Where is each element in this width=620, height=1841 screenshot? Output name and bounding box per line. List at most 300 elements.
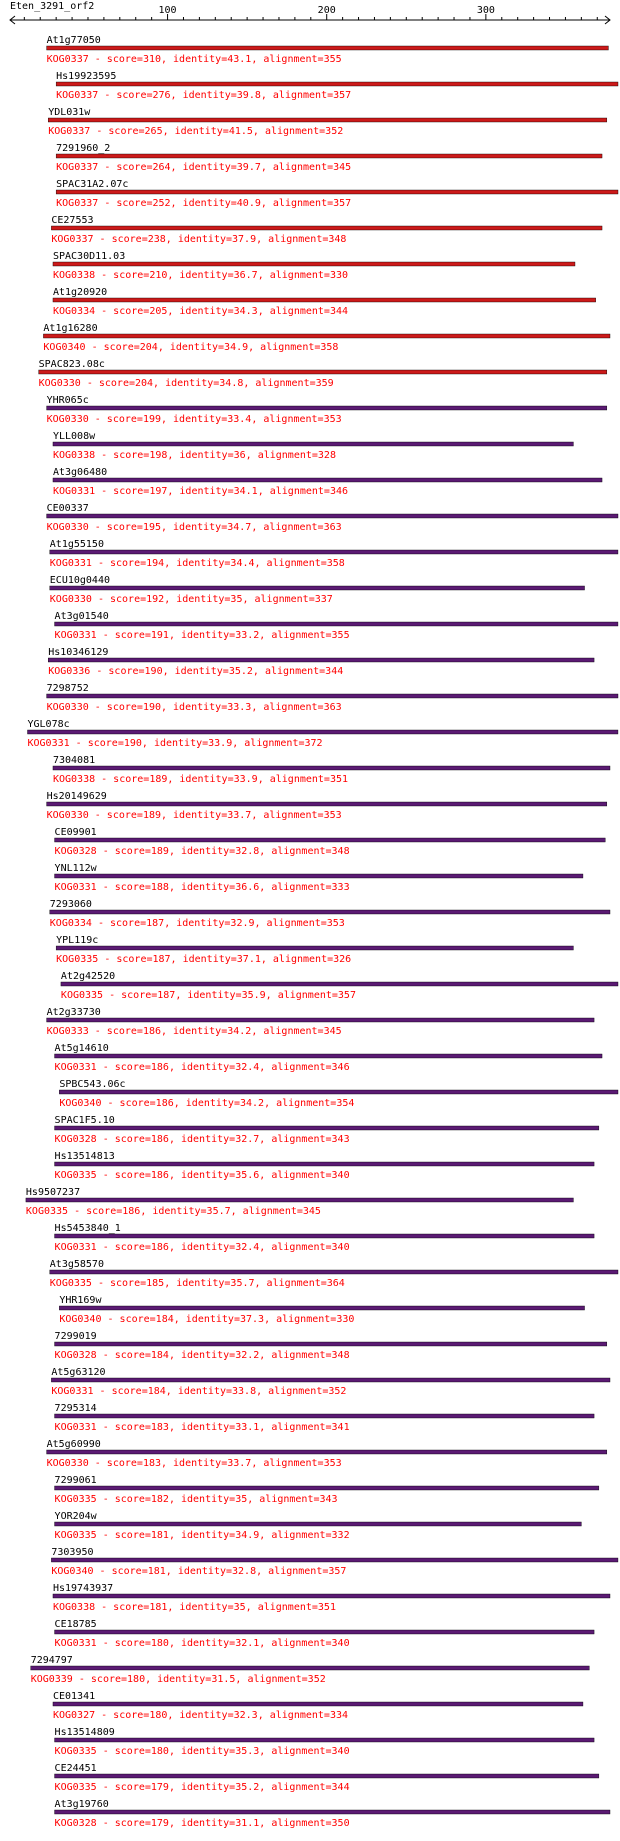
hit-score: 189 xyxy=(142,810,162,821)
hit-info-separator: - score= xyxy=(88,1458,143,1469)
hit-bar xyxy=(26,1198,573,1202)
hit-bar xyxy=(55,1414,595,1418)
hit-info xyxy=(53,306,348,317)
hit-bar xyxy=(47,1450,607,1454)
hit-info-separator: - score= xyxy=(88,1026,143,1037)
hit-alignment: 350 xyxy=(331,1818,350,1829)
hit-kog: KOG0330 xyxy=(46,1458,89,1469)
hit-info-separator: , alignment= xyxy=(257,1710,330,1721)
hit-identity: 33.2 xyxy=(235,630,260,641)
hit-info-separator: - score= xyxy=(91,1278,147,1289)
hit-score: 188 xyxy=(150,882,169,893)
hit-name: ECU10g0440 xyxy=(49,575,111,586)
hit-info-separator: - score= xyxy=(85,342,140,353)
hit-row xyxy=(56,935,573,965)
hit-info-separator: , identity= xyxy=(168,630,236,641)
hit-bar xyxy=(50,1270,618,1274)
hit-info xyxy=(53,1710,348,1721)
hit-info-separator: - score= xyxy=(96,1494,151,1505)
hit-info xyxy=(28,738,323,749)
hit-bar xyxy=(55,1522,582,1526)
hit-score: 264 xyxy=(152,162,171,173)
hit-identity: 35.6 xyxy=(235,1170,260,1181)
hit-info-separator: , alignment= xyxy=(251,810,324,821)
hit-info-separator: , alignment= xyxy=(259,882,332,893)
hit-info xyxy=(55,1242,350,1253)
hit-kog: KOG0340 xyxy=(59,1314,102,1325)
hit-bar xyxy=(50,550,618,554)
hit-identity: 35.9 xyxy=(241,990,266,1001)
hit-identity: 40.9 xyxy=(236,198,261,209)
hit-name: YHR169w xyxy=(59,1295,102,1306)
hit-alignment: 343 xyxy=(331,1134,350,1145)
hit-info-separator: - score= xyxy=(95,306,150,317)
hit-score: 180 xyxy=(149,1710,168,1721)
hit-kog: KOG0334 xyxy=(52,306,96,317)
axis-tick-label: 200 xyxy=(317,5,336,16)
hit-info-separator: , identity= xyxy=(161,810,228,821)
hit-info-separator: , identity= xyxy=(167,270,234,281)
hit-info-separator: - score= xyxy=(98,90,153,101)
hit-info-separator: , alignment= xyxy=(260,90,334,101)
hit-info-separator: , identity= xyxy=(164,594,231,605)
hit-score: 189 xyxy=(150,846,169,857)
hit-score: 187 xyxy=(157,990,176,1001)
hit-row xyxy=(56,179,618,209)
hit-info xyxy=(51,234,346,245)
hit-name: Hs19923595 xyxy=(56,71,117,82)
hit-info-separator: , alignment= xyxy=(259,1134,332,1145)
hit-identity: 35.3 xyxy=(235,1746,260,1757)
hit-info-separator: , identity= xyxy=(170,198,237,209)
hit-info-separator: , identity= xyxy=(165,234,233,245)
hit-kog: KOG0331 xyxy=(27,738,70,749)
hit-kog: KOG0335 xyxy=(54,1746,97,1757)
hit-info xyxy=(53,774,348,785)
hit-kog: KOG0338 xyxy=(52,450,96,461)
hit-row xyxy=(50,1259,618,1289)
hit-bar xyxy=(59,1090,618,1094)
hit-kog: KOG0330 xyxy=(46,702,89,713)
hit-kog: KOG0331 xyxy=(52,486,96,497)
hit-info xyxy=(50,918,345,929)
hit-name: 7299061 xyxy=(54,1475,97,1486)
hit-alignment: 348 xyxy=(331,846,350,857)
hit-kog: KOG0328 xyxy=(54,846,97,857)
hit-bar xyxy=(47,1018,594,1022)
hit-info-separator: - score= xyxy=(101,1314,156,1325)
hit-row xyxy=(50,575,585,605)
hit-info-separator: - score= xyxy=(95,774,150,785)
hit-info-separator: - score= xyxy=(69,738,124,749)
hit-bar xyxy=(56,82,618,86)
hit-info-separator: , identity= xyxy=(161,1026,228,1037)
hit-alignment: 354 xyxy=(336,1098,355,1109)
hit-alignment: 326 xyxy=(333,954,352,965)
hit-bar xyxy=(55,1162,595,1166)
hit-score: 180 xyxy=(150,1746,169,1757)
hit-identity: 33.9 xyxy=(208,738,233,749)
hit-alignment: 334 xyxy=(329,1710,349,1721)
hit-bar xyxy=(59,1306,584,1310)
hit-kog: KOG0330 xyxy=(46,414,89,425)
hit-list xyxy=(26,35,618,1829)
hit-info-separator: , alignment= xyxy=(257,486,330,497)
hit-info xyxy=(53,486,348,497)
hit-alignment: 348 xyxy=(328,234,347,245)
hit-alignment: 348 xyxy=(331,1350,350,1361)
hit-info-separator: - score= xyxy=(90,666,145,677)
hit-info-separator: - score= xyxy=(96,1422,151,1433)
hit-alignment: 353 xyxy=(323,414,342,425)
hit-kog: KOG0330 xyxy=(46,810,89,821)
hit-kog: KOG0337 xyxy=(46,54,89,65)
hit-info-separator: , alignment= xyxy=(259,1746,332,1757)
hit-bar xyxy=(39,370,607,374)
hit-alignment: 340 xyxy=(331,1638,350,1649)
hit-info-separator: , alignment= xyxy=(252,666,326,677)
hit-row xyxy=(51,215,602,245)
hit-bar xyxy=(55,622,618,626)
hit-alignment: 344 xyxy=(331,1782,350,1793)
hit-score: 184 xyxy=(147,1386,166,1397)
hit-alignment: 372 xyxy=(304,738,323,749)
hit-info xyxy=(48,666,343,677)
hit-info-separator: , alignment= xyxy=(259,1242,332,1253)
hit-info-separator: - score= xyxy=(96,846,151,857)
hit-score: 199 xyxy=(142,414,162,425)
hit-info-separator: - score= xyxy=(93,1386,148,1397)
hit-name: At5g14610 xyxy=(54,1043,109,1054)
hit-name: SPAC823.08c xyxy=(38,359,105,370)
hit-info-separator: - score= xyxy=(96,1170,151,1181)
hit-row xyxy=(53,1583,610,1613)
hit-bar xyxy=(50,586,585,590)
hit-row xyxy=(26,1187,573,1217)
hit-row xyxy=(55,1799,610,1829)
hit-info-separator: , alignment= xyxy=(260,954,334,965)
hit-info xyxy=(51,1386,346,1397)
hit-info-separator: , alignment= xyxy=(251,54,324,65)
hit-score: 204 xyxy=(134,378,154,389)
hit-name: CE01341 xyxy=(52,1691,96,1702)
hit-identity: 34.2 xyxy=(239,1098,265,1109)
hit-bar xyxy=(43,334,610,338)
hit-info-separator: , identity= xyxy=(141,738,209,749)
hit-kog: KOG0337 xyxy=(48,126,91,137)
hit-score: 190 xyxy=(142,702,162,713)
hit-info xyxy=(55,1494,338,1505)
hit-alignment: 352 xyxy=(307,1674,326,1685)
hit-name: YOR204w xyxy=(54,1511,97,1522)
hit-kog: KOG0333 xyxy=(46,1026,89,1037)
hit-score: 191 xyxy=(150,630,169,641)
hit-info-separator: , identity= xyxy=(168,1530,236,1541)
hit-info-separator: - score= xyxy=(88,810,143,821)
hit-name: YDL031w xyxy=(48,107,91,118)
hit-bar xyxy=(55,1126,599,1130)
hit-info xyxy=(55,1134,350,1145)
hit-row xyxy=(31,1655,590,1685)
hit-row xyxy=(47,791,607,821)
hit-info-separator: - score= xyxy=(98,162,153,173)
hit-info-separator: , alignment= xyxy=(254,1278,327,1289)
hit-score: 192 xyxy=(146,594,165,605)
hit-kog: KOG0330 xyxy=(46,522,89,533)
hit-name: Hs10346129 xyxy=(48,647,109,658)
hit-bar xyxy=(47,46,609,50)
hit-info-separator: , identity= xyxy=(161,1458,228,1469)
hit-info-separator: , alignment= xyxy=(260,198,334,209)
hit-row xyxy=(53,251,575,281)
hit-row xyxy=(48,647,594,677)
hit-info-separator: - score= xyxy=(98,198,153,209)
hit-score: 186 xyxy=(155,1098,174,1109)
hit-bar xyxy=(51,226,602,230)
hit-info xyxy=(51,1566,346,1577)
hit-bar xyxy=(53,478,602,482)
hit-info xyxy=(47,414,342,425)
hit-row xyxy=(55,863,583,893)
hit-bar xyxy=(55,1810,610,1814)
hit-name: At3g01540 xyxy=(54,611,109,622)
position-axis xyxy=(10,5,610,24)
hit-info-separator: - score= xyxy=(96,630,151,641)
hit-name: CE00337 xyxy=(46,503,89,514)
hit-score: 252 xyxy=(152,198,171,209)
hit-kog: KOG0340 xyxy=(51,1566,94,1577)
hit-info-separator: - score= xyxy=(96,1818,151,1829)
hit-bar xyxy=(47,802,607,806)
hit-kog: KOG0338 xyxy=(52,1602,96,1613)
hit-alignment: 328 xyxy=(317,450,336,461)
hit-identity: 37.9 xyxy=(232,234,257,245)
hit-info-separator: , alignment= xyxy=(259,1530,332,1541)
hit-alignment: 357 xyxy=(328,1566,347,1577)
hit-name: CE24451 xyxy=(54,1763,97,1774)
hit-info-separator: , alignment= xyxy=(232,738,305,749)
hit-info-separator: , alignment= xyxy=(235,1674,308,1685)
hit-score: 180 xyxy=(150,1638,169,1649)
hit-kog: KOG0331 xyxy=(51,1386,94,1397)
hit-kog: KOG0335 xyxy=(25,1206,69,1217)
hit-score: 184 xyxy=(150,1350,169,1361)
hit-identity: 37.3 xyxy=(239,1314,265,1325)
hit-row xyxy=(50,539,618,569)
hit-name: At5g63120 xyxy=(51,1367,106,1378)
hit-info-separator: , identity= xyxy=(167,1602,234,1613)
hit-alignment: 357 xyxy=(337,990,356,1001)
hit-score: 205 xyxy=(149,306,168,317)
hit-identity: 35 xyxy=(233,1602,246,1613)
hit-info-separator: - score= xyxy=(93,234,148,245)
hit-info-separator: , alignment= xyxy=(259,1638,332,1649)
hit-info-separator: , identity= xyxy=(175,990,242,1001)
hit-info xyxy=(48,126,343,137)
hit-info-separator: , alignment= xyxy=(256,234,329,245)
hit-info xyxy=(55,1350,350,1361)
hit-info-separator: , alignment= xyxy=(256,1566,329,1577)
hit-bar xyxy=(51,1378,610,1382)
hit-info xyxy=(47,1026,342,1037)
hit-info xyxy=(50,594,333,605)
hit-row xyxy=(47,1439,607,1469)
hit-info-separator: , alignment= xyxy=(251,414,324,425)
hit-name: CE09901 xyxy=(54,827,97,838)
hit-kog: KOG0337 xyxy=(56,162,99,173)
hit-bar xyxy=(50,910,610,914)
hit-info-separator: , alignment= xyxy=(248,342,321,353)
hit-identity: 36 xyxy=(233,450,246,461)
hit-info xyxy=(61,990,356,1001)
hit-alignment: 340 xyxy=(331,1242,350,1253)
hit-name: At1g77050 xyxy=(46,35,101,46)
hit-info-separator: , alignment= xyxy=(254,558,327,569)
hit-info-separator: , alignment= xyxy=(259,846,332,857)
hit-info-separator: - score= xyxy=(72,1674,128,1685)
hit-kog: KOG0328 xyxy=(54,1350,97,1361)
hit-row xyxy=(53,287,596,317)
hit-bar xyxy=(53,766,610,770)
hit-row xyxy=(59,1079,618,1109)
hit-score: 189 xyxy=(149,774,168,785)
hit-kog: KOG0335 xyxy=(54,1530,97,1541)
hit-bar xyxy=(61,982,618,986)
hit-alignment: 352 xyxy=(328,1386,347,1397)
hit-row xyxy=(39,359,607,389)
hit-info xyxy=(56,162,351,173)
hit-info xyxy=(47,702,342,713)
hit-alignment: 345 xyxy=(323,1026,342,1037)
hit-kog: KOG0328 xyxy=(54,1818,97,1829)
hit-info-separator: - score= xyxy=(91,594,147,605)
hit-score: 183 xyxy=(142,1458,162,1469)
hit-info-separator: , identity= xyxy=(168,1818,236,1829)
hit-info-separator: - score= xyxy=(80,378,135,389)
hit-score: 197 xyxy=(149,486,168,497)
hit-row xyxy=(47,1007,594,1037)
hit-bar xyxy=(56,154,602,158)
hit-name: Hs19743937 xyxy=(52,1583,114,1594)
hit-row xyxy=(55,1727,595,1757)
hit-score: 179 xyxy=(150,1818,169,1829)
hit-kog: KOG0340 xyxy=(43,342,86,353)
hit-info-separator: - score= xyxy=(95,1710,150,1721)
hit-info xyxy=(56,198,351,209)
hit-name: At5g60990 xyxy=(46,1439,101,1450)
hit-alignment: 355 xyxy=(323,54,342,65)
hit-info-separator: , alignment= xyxy=(257,270,330,281)
hit-row xyxy=(50,899,610,929)
hit-kog: KOG0339 xyxy=(30,1674,73,1685)
hit-identity: 34.3 xyxy=(233,306,258,317)
hit-row xyxy=(55,1115,599,1145)
hit-info-separator: , identity= xyxy=(170,90,237,101)
hit-name: At3g06480 xyxy=(52,467,108,478)
hit-kog: KOG0337 xyxy=(56,90,99,101)
hit-info xyxy=(56,954,351,965)
hit-info-separator: , identity= xyxy=(170,954,237,965)
hit-info-separator: , identity= xyxy=(157,342,225,353)
hit-row xyxy=(53,431,573,461)
hit-info xyxy=(43,342,338,353)
hit-info-separator: - score= xyxy=(96,1242,151,1253)
hit-alignment: 346 xyxy=(331,1062,350,1073)
hit-info-separator: , identity= xyxy=(164,558,231,569)
hit-info-separator: , alignment= xyxy=(243,378,316,389)
hit-score: 310 xyxy=(142,54,162,65)
hit-score: 179 xyxy=(150,1782,169,1793)
hit-alignment: 340 xyxy=(331,1170,350,1181)
hit-alignment: 357 xyxy=(333,90,352,101)
hit-info-separator: , alignment= xyxy=(257,774,330,785)
hit-info-separator: , identity= xyxy=(161,522,228,533)
hit-bar xyxy=(55,1234,595,1238)
hit-identity: 34.4 xyxy=(230,558,255,569)
hit-alignment: 343 xyxy=(319,1494,338,1505)
hit-identity: 32.7 xyxy=(235,1134,260,1145)
hit-kog: KOG0331 xyxy=(54,630,97,641)
hit-bar xyxy=(55,1054,602,1058)
hit-kog: KOG0334 xyxy=(49,918,92,929)
hit-row xyxy=(55,1223,595,1253)
hit-kog: KOG0331 xyxy=(54,1422,97,1433)
hit-info-separator: , identity= xyxy=(162,126,229,137)
hit-bar xyxy=(48,658,594,662)
hit-info-separator: , alignment= xyxy=(259,1062,332,1073)
hit-kog: KOG0335 xyxy=(60,990,104,1001)
hit-score: 186 xyxy=(150,1134,169,1145)
hit-alignment: 353 xyxy=(323,810,342,821)
hit-info-separator: - score= xyxy=(68,1206,123,1217)
hit-score: 186 xyxy=(122,1206,141,1217)
hit-info-separator: , alignment= xyxy=(242,594,315,605)
hit-identity: 34.8 xyxy=(219,378,244,389)
hit-score: 182 xyxy=(150,1494,169,1505)
hit-score: 186 xyxy=(150,1170,169,1181)
hit-identity: 39.8 xyxy=(236,90,261,101)
hit-identity: 37.1 xyxy=(236,954,261,965)
hit-row xyxy=(53,467,602,497)
hit-identity: 32.9 xyxy=(230,918,255,929)
hit-identity: 32.4 xyxy=(235,1062,260,1073)
hit-score: 276 xyxy=(152,90,171,101)
hit-info-separator: , identity= xyxy=(165,1386,233,1397)
hit-row xyxy=(59,1295,584,1325)
hit-info-separator: , identity= xyxy=(173,1098,240,1109)
hit-kog: KOG0331 xyxy=(54,1062,97,1073)
hit-identity: 34.9 xyxy=(235,1530,260,1541)
hit-name: YLL008w xyxy=(52,431,96,442)
hit-row xyxy=(55,1511,582,1541)
hit-bar xyxy=(55,1342,607,1346)
hit-info-separator: , alignment= xyxy=(257,306,330,317)
hit-bar xyxy=(28,730,618,734)
hit-score: 190 xyxy=(144,666,163,677)
hit-info-separator: , identity= xyxy=(167,486,234,497)
hit-alignment: 345 xyxy=(333,162,352,173)
hit-identity: 36.7 xyxy=(233,270,258,281)
hit-info-separator: - score= xyxy=(91,558,147,569)
hit-info xyxy=(55,846,350,857)
hit-info-separator: - score= xyxy=(88,54,143,65)
hit-name: Hs20149629 xyxy=(46,791,107,802)
hit-identity: 33.8 xyxy=(232,1386,257,1397)
hit-name: SPAC30D11.03 xyxy=(52,251,126,262)
hit-score: 180 xyxy=(127,1674,146,1685)
hit-row xyxy=(55,1043,602,1073)
hit-info-separator: , alignment= xyxy=(259,1350,332,1361)
